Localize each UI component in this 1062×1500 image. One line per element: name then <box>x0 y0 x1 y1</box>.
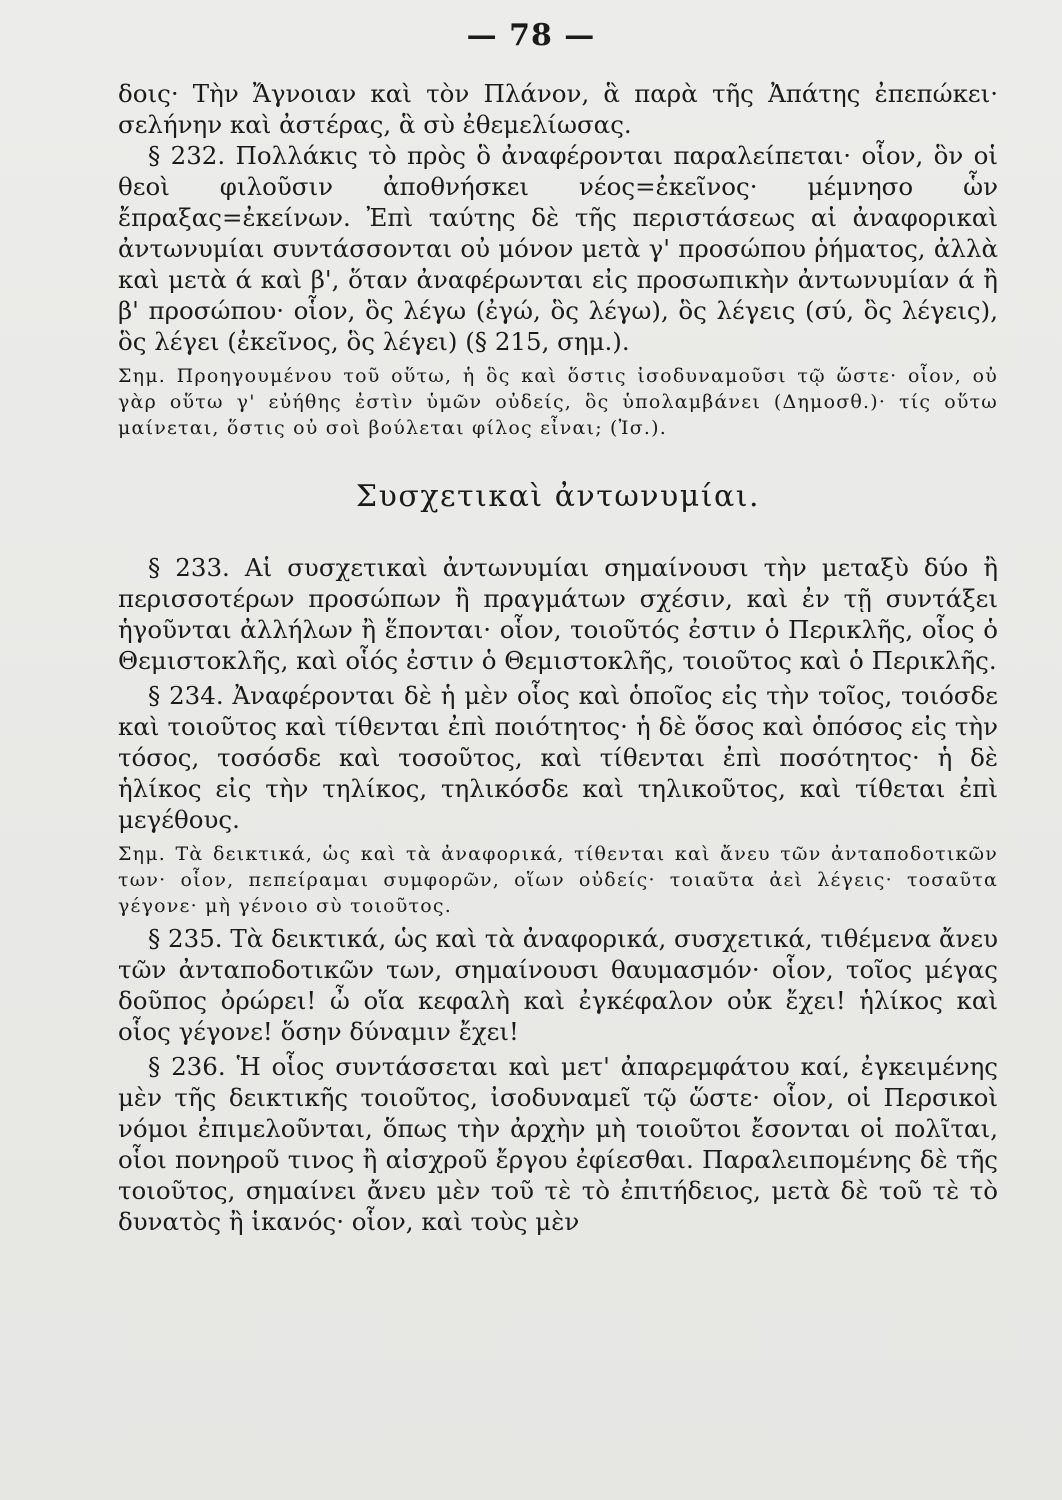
section-235-paragraph: § 235. Τὰ δεικτικά, ὡς καὶ τὰ ἀναφορικά, συσχετικά, τιθέμενα ἄνευ τῶν ἀνταποδοτικῶν των, σημαίνουσι θαυμασμόν· οἷον, τοῖος μέγας δοῦπος ὀρώρει! ὦ οἵα κεφαλὴ καὶ ἐγκέφαλον οὐκ ἔχει! ἡλίκος καὶ οἷος γέγονε! ὅσην δύναμιν ἔχει! <box>118 924 998 1046</box>
continuation-paragraph: δοις· Τὴν Ἄγνοιαν καὶ τὸν Πλάνον, ἃ παρὰ τῆς Ἀπάτης ἐπεπώκει· σελήνην καὶ ἀστέρας, ἃ σὺ ἐθεμελίωσας. <box>118 79 998 139</box>
section-232-note: Σημ. Προηγουμένου τοῦ οὕτω, ἡ ὃς καὶ ὅστις ἰσοδυναμοῦσι τῷ ὥστε· οἷον, οὐ γὰρ οὕτω γ' εὐήθης ἐστὶν ὑμῶν οὐδείς, ὃς ὑπολαμβάνει (Δημοσθ.)· τίς οὕτω μαίνεται, ὅστις οὐ σοὶ βούλεται φίλος εἶναι; (Ἰσ.). <box>118 365 998 439</box>
section-234-note: Σημ. Τὰ δεικτικά, ὡς καὶ τὰ ἀναφορικά, τίθενται καὶ ἄνευ τῶν ἀνταποδοτικῶν των· οἷον, πεπείραμαι συμφορῶν, οἵων οὐδείς· τοιαῦτα ἀεὶ λέγεις· τοσαῦτα γέγονε· μὴ γένοιο σὺ τοιοῦτος. <box>118 843 998 917</box>
section-233-paragraph: § 233. Αἱ συσχετικαὶ ἀντωνυμίαι σημαίνουσι τὴν μεταξὺ δύο ἢ περισσοτέρων προσώπων ἢ πραγμάτων σχέσιν, καὶ ἐν τῇ συντάξει ἡγοῦνται ἀλλήλων ἢ ἕπονται· οἷον, τοιοῦτός ἐστιν ὁ Περικλῆς, οἷος ὁ Θεμιστοκλῆς, καὶ οἷός ἐστιν ὁ Θεμιστοκλῆς, τοιοῦτος καὶ ὁ Περικλῆς. <box>118 553 998 675</box>
section-236-paragraph: § 236. Ἡ οἷος συντάσσεται καὶ μετ' ἀπαρεμφάτου καί, ἐγκειμένης μὲν τῆς δεικτικῆς τοιοῦτος, ἰσοδυναμεῖ τῷ ὥστε· οἷον, οἱ Περσικοὶ νόμοι ἐπιμελοῦνται, ὅπως τὴν ἀρχὴν μὴ τοιοῦτοι ἔσονται οἱ πολῖται, οἷοι πονηροῦ τινος ἢ αἰσχροῦ ἔργου ἐφίεσθαι. Παραλειπομένης δὲ τῆς τοιοῦτος, σημαίνει ἄνευ μὲν τοῦ τὲ τὸ ἐπιτήδειος, μετὰ δὲ τοῦ τὲ τὸ δυνατὸς ἢ ἱκανός· οἷον, καὶ τοὺς μὲν <box>118 1052 998 1236</box>
section-234-paragraph: § 234. Ἀναφέρονται δὲ ἡ μὲν οἷος καὶ ὁποῖος εἰς τὴν τοῖος, τοιόσδε καὶ τοιοῦτος καὶ τίθενται ἐπὶ ποιότητος· ἡ δὲ ὅσος καὶ ὁπόσος εἰς τὴν τόσος, τοσόσδε καὶ τοσοῦτος, καὶ τίθενται ἐπὶ ποσότητος· ἡ δὲ ἡλίκος εἰς τὴν τηλίκος, τηλικόσδε καὶ τηλικοῦτος, καὶ τίθεται ἐπὶ μεγέθους. <box>118 681 998 834</box>
page-number: — 78 — <box>466 18 596 53</box>
section-232-paragraph: § 232. Πολλάκις τὸ πρὸς ὃ ἀναφέρονται παραλείπεται· οἷον, ὃν οἱ θεοὶ φιλοῦσιν ἀποθνήσκει νέος=ἐκεῖνος· μέμνησο ὧν ἔπραξας=ἐκείνων. Ἐπὶ ταύτης δὲ τῆς περιστάσεως αἱ ἀναφορικαὶ ἀντωνυμίαι συντάσσονται οὐ μόνον μετὰ γ' προσώπου ῥήματος, ἀλλὰ καὶ μετὰ ά καὶ β', ὅταν ἀναφέρωνται εἰς προσωπικὴν ἀντωνυμίαν ά ἢ β' προσώπου· οἷον, ὃς λέγω (ἐγώ, ὃς λέγω), ὃς λέγεις (σύ, ὃς λέγεις), ὃς λέγει (ἐκεῖνος, ὃς λέγει) (§ 215, σημ.). <box>118 141 998 356</box>
page-body <box>118 78 998 1478</box>
section-heading: Συσχετικαὶ ἀντωνυμίαι. <box>355 479 761 514</box>
